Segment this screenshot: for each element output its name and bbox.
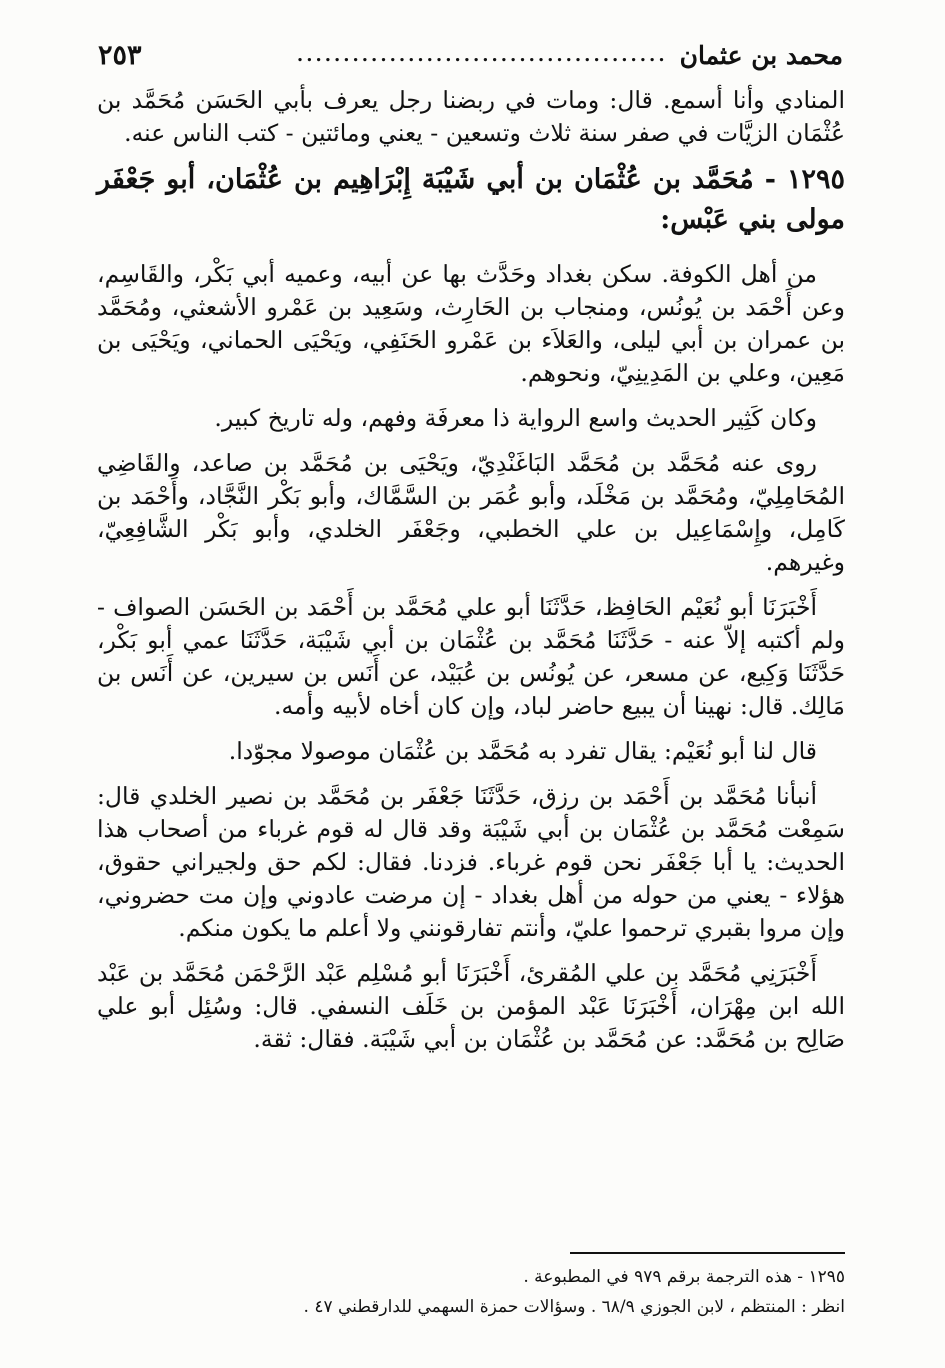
entry-heading: ١٢٩٥ - مُحَمَّد بن عُثْمَان بن أبي شَيْبَة إِبْرَاهِيم بن عُثْمَان، أبو جَعْفَر مولى بني عَبْس: xyxy=(97,164,845,235)
body-text xyxy=(97,84,845,1056)
footnote-line: ١٢٩٥ - هذه الترجمة برقم ٩٧٩ في المطبوعة . xyxy=(523,1267,845,1287)
footnote-rule xyxy=(570,1252,845,1254)
page-number: ٢٥٣ xyxy=(98,39,142,71)
entry-paragraph-teachers: من أهل الكوفة. سكن بغداد وحَدَّث بها عن أبيه، وعميه أبي بَكْر، والقَاسِم، وعن أَحْمَد بن يُونُس، ومنجاب بن الحَارِث، وسَعِيد بن عَمْرو الأشعثي، ومُحَمَّد بن عمران بن أبي ليلى، والعَلاَء بن عَمْرو الحَنَفِي، ويَحْيَى الحماني، ويَحْيَى بن مَعِين، وعلي بن المَدِينِيّ، ونحوهم. xyxy=(97,260,845,387)
footnote-line: انظر : المنتظم ، لابن الجوزي ٦٨/٩ . وسؤالات حمزة السهمي للدارقطني ٤٧ . xyxy=(303,1297,845,1317)
running-head-title: محمد بن عثمان xyxy=(679,40,843,70)
entry-paragraph-hadith: أَخْبَرَنَا أبو نُعَيْم الحَافِظ، حَدَّثَنَا أبو علي مُحَمَّد بن أَحْمَد بن الحَسَن الصواف - ولم أكتبه إلاّ عنه - حَدَّثَنَا مُحَمَّد بن عُثْمَان بن أبي شَيْبَة، حَدَّثَنَا عمي أبو بَكْر، حَدَّثَنَا وَكِيع، عن مسعر، عن يُونُس بن عُبَيْد، عن أَنَس بن سيرين، عن أَنَس بن مَالِك. قال: نهينا أن يبيع حاضر لباد، وإن كان أخاه لأبيه وأمه. xyxy=(97,593,845,720)
entry-paragraph-description: وكان كَثِير الحديث واسع الرواية ذا معرفَة وفهم، وله تاريخ كبير. xyxy=(214,404,817,432)
continued-paragraph: المنادي وأنا أسمع. قال: ومات في ربضنا رجل يعرف بأبي الحَسَن مُحَمَّد بن عُثْمَان الزيَّات في صفر سنة ثلاث وتسعين - يعني ومائتين - كتب الناس عنه. xyxy=(97,86,845,147)
entry-paragraph-note: قال لنا أبو نُعَيْم: يقال تفرد به مُحَمَّد بن عُثْمَان موصولا مجوّدا. xyxy=(228,737,817,765)
entry-paragraph-students: روى عنه مُحَمَّد بن مُحَمَّد البَاغَنْدِيّ، ويَحْيَى بن مُحَمَّد بن صاعد، والقَاضِي المُحَامِلِيّ، ومُحَمَّد بن مَخْلَد، وأبو عُمَر بن السَّمَّاك، وأبو بَكْر النَّجَّاد، وأَحْمَد بن كَامِل، وإِسْمَاعِيل بن علي الخطبي، وجَعْفَر الخلدي، وأبو بَكْر الشَّافِعِيّ، وغيرهم. xyxy=(97,449,845,576)
entry-paragraph-anecdote: أنبأنا مُحَمَّد بن أَحْمَد بن رزق، حَدَّثَنَا جَعْفَر بن مُحَمَّد بن نصير الخلدي قال: سَمِعْت مُحَمَّد بن عُثْمَان بن أبي شَيْبَة وقد قال له قوم غرباء من أصحاب هذا الحديث: يا أبا جَعْفَر نحن قوم غرباء. فزدنا. فقال: لكم حق ولجيراني حقوق، هؤلاء - يعني من حوله من أهل بغداد - إن مرضت عادوني وإن مت حضروني، وإن مروا بقبري ترحموا عليّ، وأنتم تفارقونني ولا أعلم ما يكون منكم. xyxy=(97,782,845,942)
running-head-dots: ........................................ xyxy=(296,44,668,66)
running-head xyxy=(98,30,843,80)
footnotes xyxy=(97,1262,845,1322)
entry-paragraph-verdict: أَخْبَرَنِي مُحَمَّد بن علي المُقرئ، أَخْبَرَنَا أبو مُسْلِم عَبْد الرَّحْمَن مُحَمَّد بن عَبْد الله ابن مِهْرَان، أَخْبَرَنَا عَبْد المؤمن بن خَلَف النسفي. قال: وسُئِل أبو علي صَالِح بن مُحَمَّد: عن مُحَمَّد بن عُثْمَان بن أبي شَيْبَة. فقال: ثقة. xyxy=(97,959,845,1053)
